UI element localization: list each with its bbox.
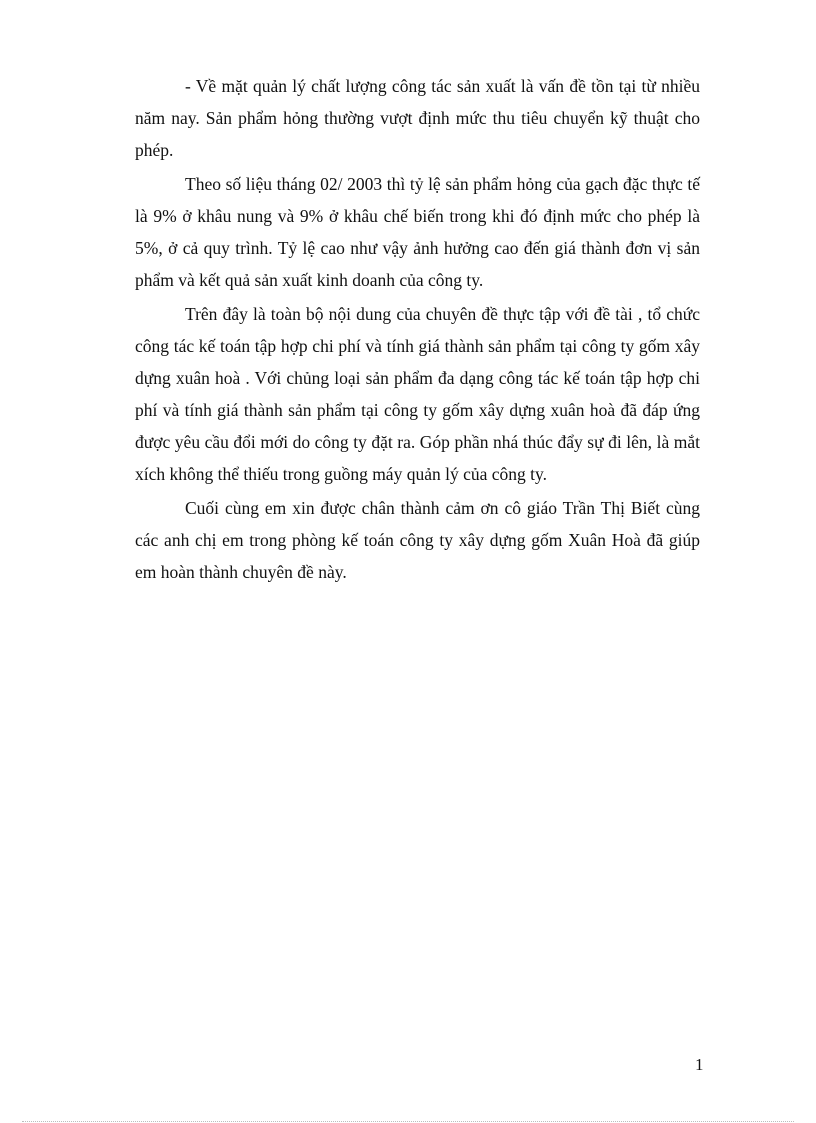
paragraph-conclusion: Trên đây là toàn bộ nội dung của chuyên đề thực tập với đề tài , tổ chức công tác kế toán tập hợp chi phí và tính giá thành sản phẩm tại công ty gốm xây dựng xuân hoà . Với chủng loại sản phẩm đa dạng công tác kế toán tập hợp chi phí và tính giá thành sản phẩm tại công ty gốm xây dựng xuân hoà đã đáp ứng được yêu cầu đổi mới do công ty đặt ra. Góp phần nhá thúc đẩy sự đi lên, là mắt xích không thể thiếu trong guồng máy quản lý của công ty. bbox=[135, 304, 700, 484]
page-bottom-divider bbox=[22, 1121, 794, 1122]
paragraph-acknowledgement: Cuối cùng em xin được chân thành cảm ơn cô giáo Trần Thị Biết cùng các anh chị em trong phòng kế toán công ty xây dựng gốm Xuân Hoà đã giúp em hoàn thành chuyên đề này. bbox=[135, 498, 700, 582]
paragraph-defect-rate: Theo số liệu tháng 02/ 2003 thì tỷ lệ sản phẩm hỏng của gạch đặc thực tế là 9% ở khâu nung và 9% ở khâu chế biến trong khi đó định mức cho phép là 5%, ở cả quy trình. Tỷ lệ cao như vậy ảnh hưởng cao đến giá thành đơn vị sản phẩm và kết quả sản xuất kinh doanh của công ty. bbox=[135, 174, 700, 290]
page-number: 1 bbox=[695, 1055, 704, 1074]
document-body bbox=[135, 70, 700, 590]
paragraph-quality-management: - Về mặt quản lý chất lượng công tác sản xuất là vấn đề tồn tại từ nhiều năm nay. Sản phẩm hỏng thường vượt định mức thu tiêu chuyển kỹ thuật cho phép. bbox=[135, 76, 700, 160]
